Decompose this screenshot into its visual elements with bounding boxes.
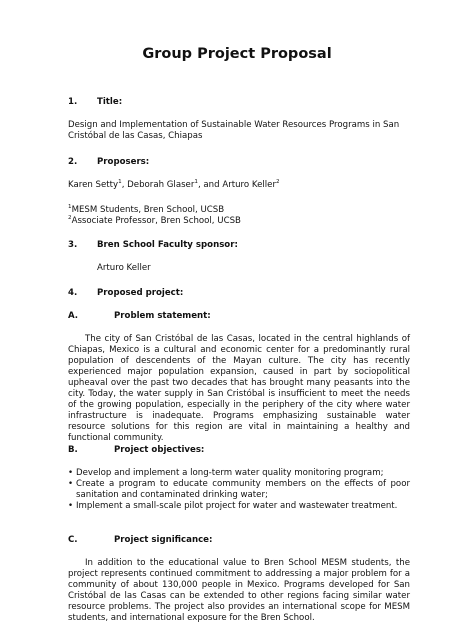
- significance-text: In addition to the educational value to Bren School MESM students, the project represents continued commitment to addressing a major problem for a community of about 130,000 people in Mexico. Programs developed for San Cristóbal de las Casas can be extended to other regions facing similar water resource problems. The project also provides an international scope for MESM students, and international exposure for the Bren School.: [68, 558, 410, 623]
- subsection-significance-heading: [68, 535, 408, 546]
- section-number: 1.: [68, 97, 78, 107]
- section-heading-text: Proposed project:: [97, 288, 184, 298]
- name-separator: , and: [197, 180, 223, 190]
- problem-statement-block: [68, 334, 410, 444]
- list-item: [68, 501, 410, 512]
- affiliation-line: [68, 216, 408, 227]
- affiliation-text: Associate Professor, Bren School, UCSB: [71, 216, 241, 226]
- section-number: 3.: [68, 240, 78, 250]
- proposer-name: Arturo Keller: [222, 180, 276, 190]
- section-heading-text: Proposers:: [97, 157, 150, 167]
- affiliation-mark: 1: [68, 204, 72, 211]
- section-proposers-heading: [68, 157, 408, 168]
- project-title-text-block: [68, 120, 410, 142]
- list-item: [68, 479, 410, 501]
- proposer-affiliation-mark: 2: [275, 179, 280, 186]
- affiliation-line: [68, 205, 408, 216]
- affiliation-text: MESM Students, Bren School, UCSB: [71, 205, 225, 215]
- section-number: 2.: [68, 157, 78, 167]
- objectives-list: [68, 468, 410, 512]
- subsection-letter: A.: [68, 311, 79, 321]
- document-title: Group Project Proposal: [142, 46, 332, 62]
- subsection-letter: C.: [68, 535, 78, 545]
- problem-statement-text: The city of San Cristóbal de las Casas, located in the central highlands of Chiapas, Mexico is a cultural and economic center for a predominantly rural population of descendents of the Mayan culture. The city has recently experienced major population expansion, caused in part by sociopolitical upheaval over the past two decades that has brought many peasants into the city. Today, the water supply in San Cristóbal is insufficient to meet the needs of the growing population, especially in the periphery of the city where water infrastructure is inadequate. Programs emphasizing sustainable water resource solutions for this region are vital in maintaining a healthy and functional community.: [68, 334, 410, 443]
- name-separator: ,: [121, 180, 128, 190]
- section-proposed-project-heading: [68, 288, 408, 299]
- subsection-letter: B.: [68, 445, 78, 455]
- subsection-heading-text: Project objectives:: [114, 445, 205, 455]
- bullet-icon: •: [68, 479, 74, 489]
- project-title-text: Design and Implementation of Sustainable Water Resources Programs in San Cristóbal de las Casas, Chiapas: [68, 120, 400, 141]
- bullet-icon: •: [68, 468, 74, 478]
- significance-block: [68, 558, 410, 624]
- affiliation-mark: 2: [68, 215, 72, 222]
- proposer-name: Karen Setty: [68, 180, 119, 190]
- bullet-icon: •: [68, 501, 74, 511]
- list-item-text: Implement a small-scale pilot project for water and wastewater treatment.: [76, 501, 398, 511]
- sponsor-name-block: [97, 263, 437, 274]
- section-number: 4.: [68, 288, 78, 298]
- proposer-affiliation-mark: 1: [194, 179, 198, 186]
- proposer-names: [68, 180, 408, 191]
- sponsor-name: Arturo Keller: [97, 263, 151, 273]
- subsection-heading-text: Problem statement:: [114, 311, 211, 321]
- affiliations: [68, 205, 408, 227]
- list-item: [68, 468, 410, 479]
- subsection-problem-heading: [68, 311, 408, 322]
- proposer-affiliation-mark: 1: [118, 179, 122, 186]
- objectives-list-block: [68, 468, 410, 512]
- subsection-heading-text: Project significance:: [114, 535, 213, 545]
- list-item-text: Develop and implement a long-term water quality monitoring program;: [76, 468, 384, 478]
- list-item-text: Create a program to educate community members on the effects of poor sanitation and contaminated drinking water;: [76, 479, 410, 500]
- proposer-name: Deborah Glaser: [127, 180, 195, 190]
- section-heading-text: Title:: [97, 97, 123, 107]
- section-sponsor-heading: [68, 240, 408, 251]
- section-heading-text: Bren School Faculty sponsor:: [97, 240, 238, 250]
- subsection-objectives-heading: [68, 445, 408, 456]
- section-title-heading: [68, 97, 408, 108]
